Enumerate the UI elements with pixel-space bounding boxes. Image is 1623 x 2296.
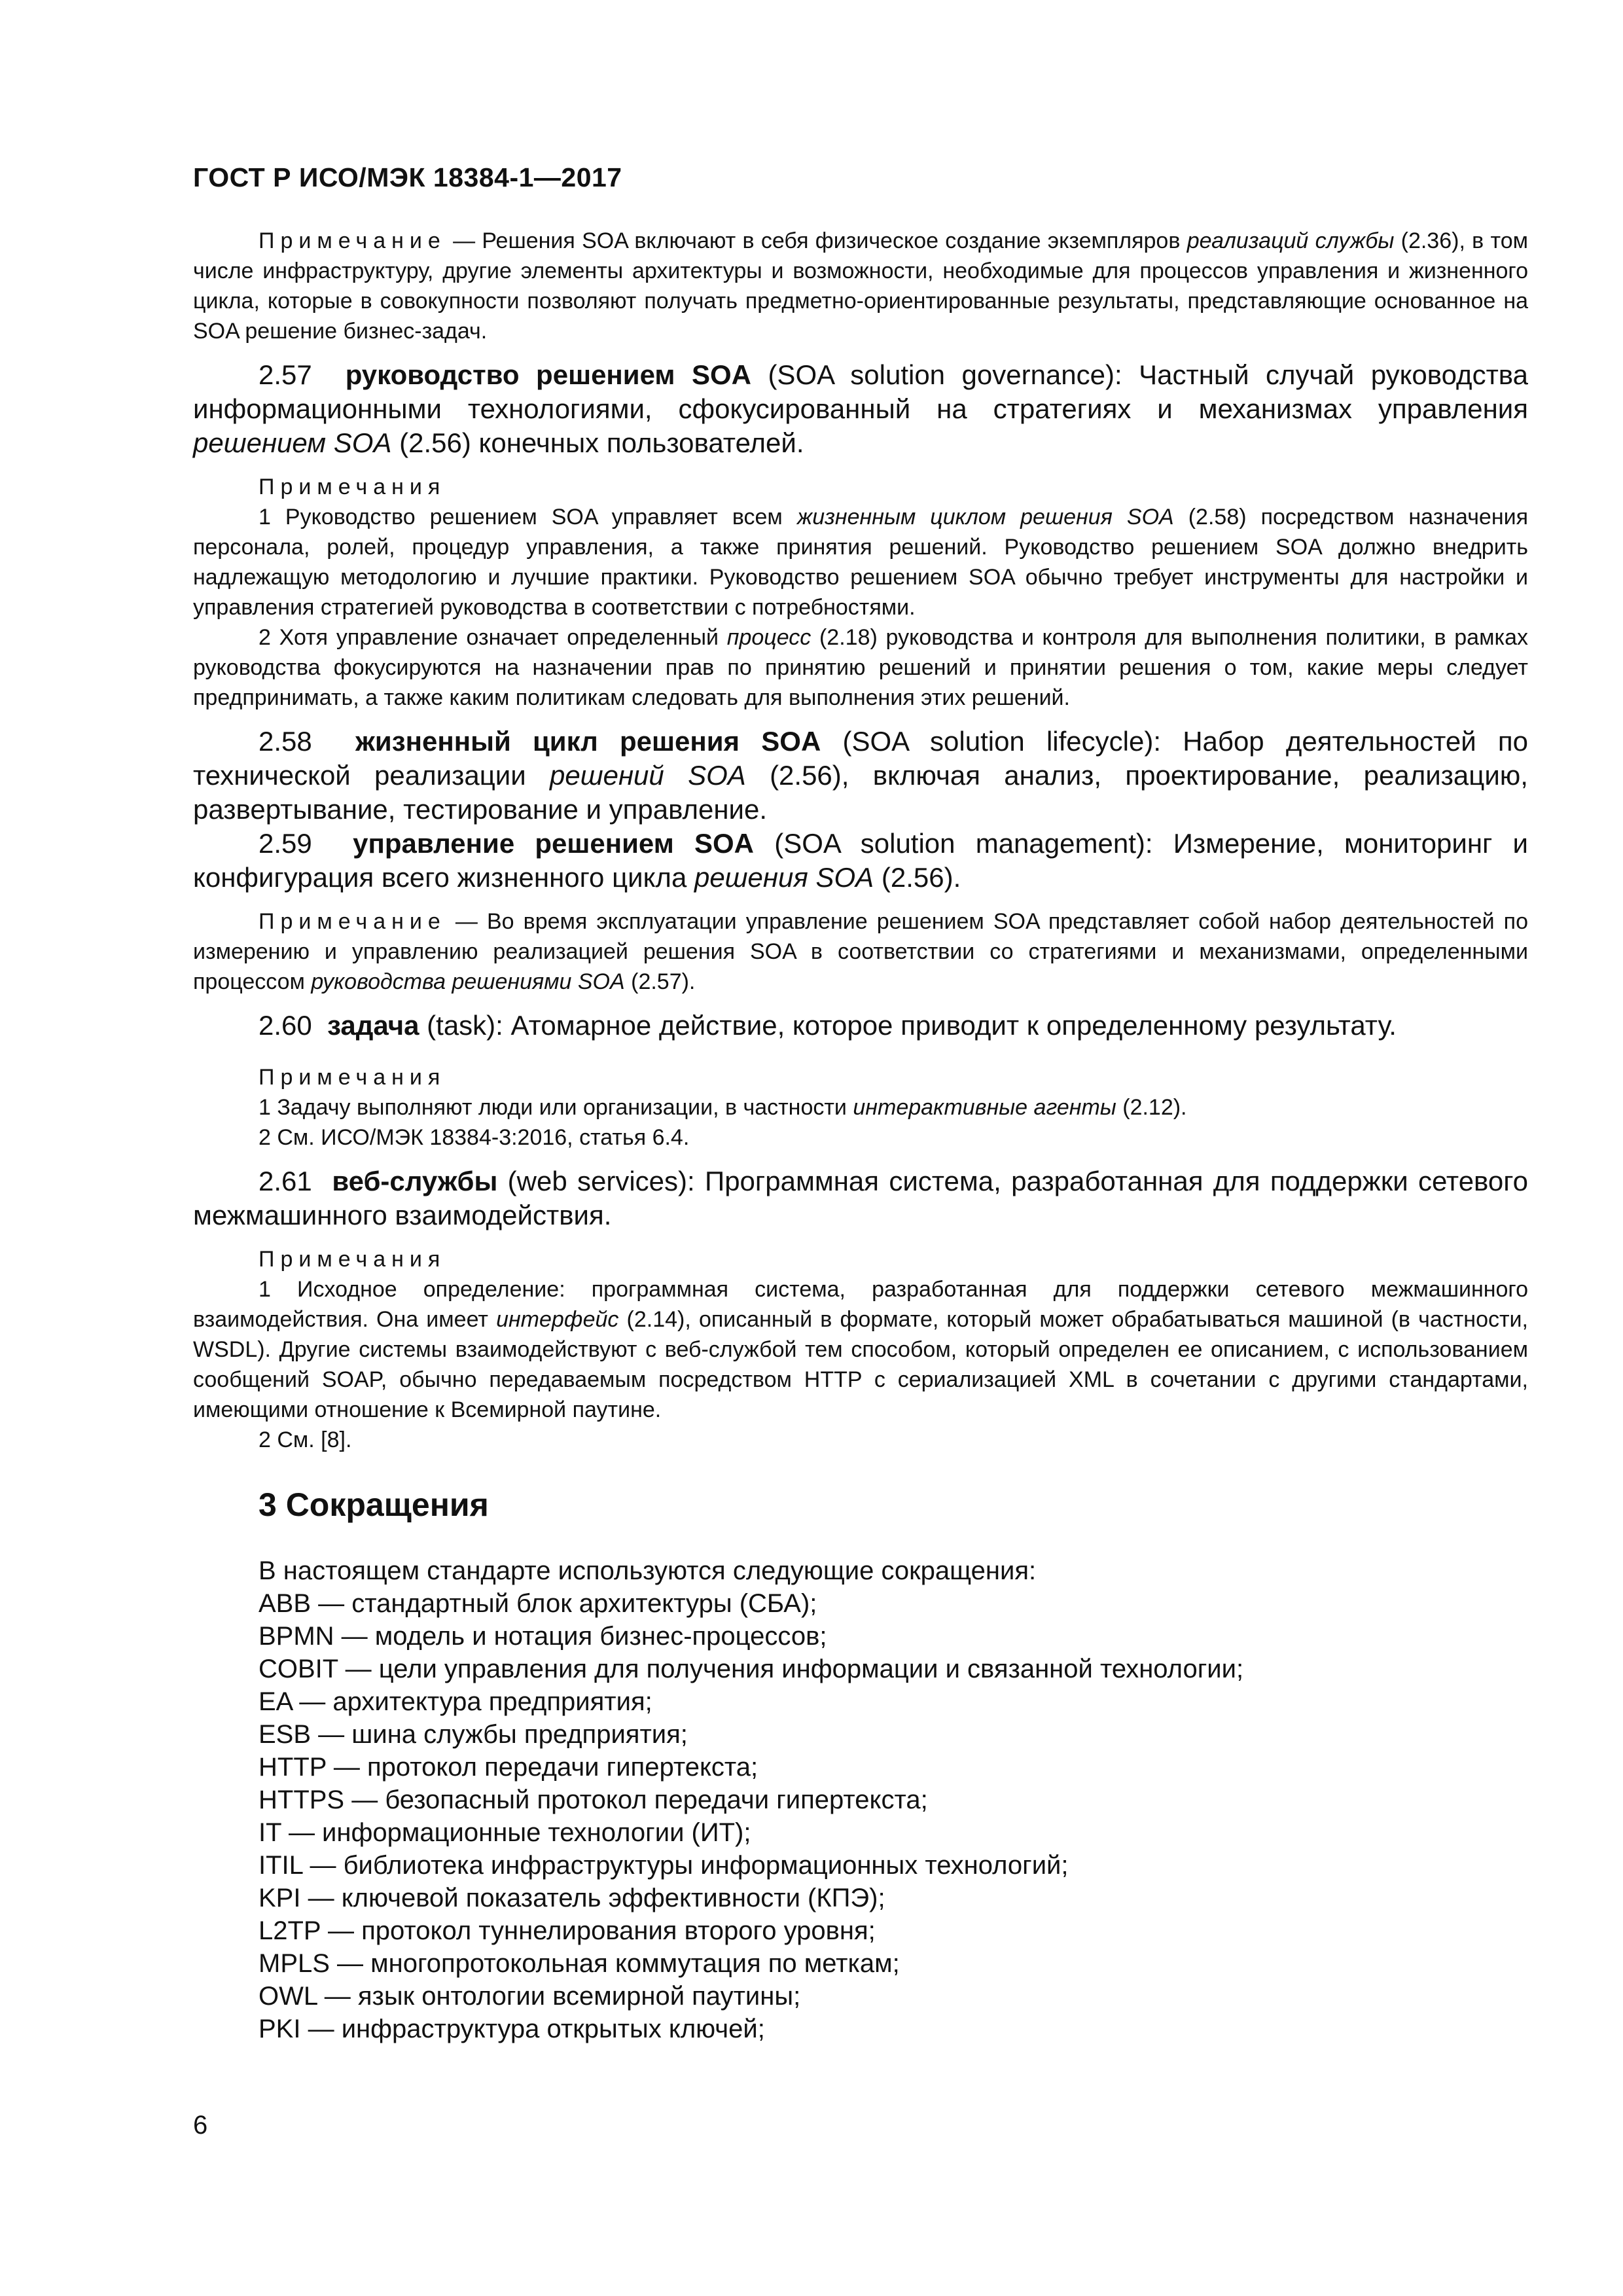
note-2-61-2: 2 См. [8]. [259, 1427, 352, 1452]
notes-heading: Примечания [259, 1247, 446, 1272]
list-item: IT — информационные технологии (ИТ); [259, 1818, 751, 1847]
term-2-59: 2.59 управление решением SOA (SOA solution management): Измерение, мониторинг и конфигурация всего жизненного цикла решения SOA (2.56). [193, 828, 1528, 893]
note-label: Примечание [259, 909, 446, 934]
list-item: EA — архитектура предприятия; [259, 1687, 652, 1716]
list-item: ITIL — библиотека инфраструктуры информационных технологий; [259, 1851, 1069, 1880]
list-item: HTTPS — безопасный протокол передачи гипертекста; [259, 1785, 928, 1814]
document-header: ГОСТ Р ИСО/МЭК 18384-1—2017 [193, 162, 622, 192]
list-item: KPI — ключевой показатель эффективности (КПЭ); [259, 1884, 885, 1912]
term-title: задача [327, 1010, 419, 1041]
abbreviations-list [259, 1587, 1528, 2045]
note-2-60-1: 1 Задачу выполняют люди или организации, в частности интерактивные агенты (2.12). [259, 1095, 1187, 1120]
note-2-57-1: 1 Руководство решением SOA управляет всем жизненным циклом решения SOA (2.58) посредством назначения персонала, ролей, процедур управления, а также принятия решений. Руководство решением SOA должно внедрить надлежащую методологию и лучшие практики. Руководство решением SOA обычно требует инструменты для настройки и управления стратегией руководства в соответствии с потребностями. [193, 505, 1528, 620]
term-title: жизненный цикл решения SOA [355, 726, 821, 757]
term-title: веб-службы [332, 1166, 498, 1196]
term-title: руководство решением SOA [345, 359, 751, 390]
list-item: ESB — шина службы предприятия; [259, 1720, 688, 1749]
term-2-58: 2.58 жизненный цикл решения SOA (SOA solution lifecycle): Набор деятельностей по технической реализации решений SOA (2.56), включая анализ, проектирование, реализацию, развертывание, тестирование и управление. [193, 726, 1529, 825]
list-item: PKI — инфраструктура открытых ключей; [259, 2015, 765, 2043]
list-item: BPMN — модель и нотация бизнес-процессов; [259, 1622, 827, 1651]
term-2-61: 2.61 веб-службы (web services): Программная система, разработанная для поддержки сетевого межмашинного взаимодействия. [193, 1166, 1529, 1230]
term-2-57: 2.57 руководство решением SOA (SOA solution governance): Частный случай руководства информационными технологиями, сфокусированный на стратегиях и механизмах управления решением SOA (2.56) конечных пользователей. [193, 359, 1528, 458]
list-item: COBIT — цели управления для получения информации и связанной технологии; [259, 1655, 1244, 1683]
list-item: OWL — язык онтологии всемирной паутины; [259, 1982, 801, 2011]
notes-heading: Примечания [259, 1065, 446, 1090]
page-content [193, 226, 1528, 2045]
notes-heading: Примечания [259, 475, 446, 499]
note-2-60-2: 2 См. ИСО/МЭК 18384-3:2016, статья 6.4. [259, 1125, 690, 1150]
list-item: MPLS — многопротокольная коммутация по меткам; [259, 1949, 900, 1978]
note-label: Примечание [259, 228, 446, 253]
note-2-59: Примечание — Во время эксплуатации управление решением SOA представляет собой набор деятельностей по измерению и управлению реализацией решения SOA в соответствии со стратегиями и механизмами, определенными процессом руководства решениями SOA (2.57). [193, 909, 1528, 994]
term-title: управление решением SOA [353, 828, 755, 859]
term-2-60: 2.60 задача (task): Атомарное действие, которое приводит к определенному результату. [259, 1010, 1397, 1041]
page-number: 6 [193, 2111, 208, 2140]
note-2-56: Примечание — Решения SOA включают в себя физическое создание экземпляров реализаций службы (2.36), в том числе инфраструктуру, другие элементы архитектуры и возможности, необходимые для процессов управления и жизненного цикла, которые в совокупности позволяют получать предметно-ориентированные результаты, представляющие основанное на SOA решение бизнес-задач. [193, 228, 1529, 344]
note-2-61-1: 1 Исходное определение: программная система, разработанная для поддержки сетевого межмашинного взаимодействия. Она имеет интерфейс (2.14), описанный в формате, который может обрабатываться машиной (в частности, WSDL). Другие системы взаимодействуют с веб-службой тем способом, который определен ее описанием, с использованием сообщений SOAP, обычно передаваемым посредством HTTP с сериализацией XML в сочетании с другими стандартами, имеющими отношение к Всемирной паутине. [193, 1277, 1528, 1422]
list-item: L2TP — протокол туннелирования второго уровня; [259, 1916, 876, 1945]
abbreviations-intro: В настоящем стандарте используются следующие сокращения: [259, 1556, 1037, 1585]
note-2-57-2: 2 Хотя управление означает определенный процесс (2.18) руководства и контроля для выполнения политики, в рамках руководства фокусируются на назначении прав по принятию решений и принятии решения о том, какие меры следует предпринимать, а также каким политикам следовать для выполнения этих решений. [193, 625, 1528, 710]
section-title: 3 Сокращения [259, 1486, 489, 1523]
list-item: HTTP — протокол передачи гипертекста; [259, 1753, 758, 1782]
list-item: ABB — стандартный блок архитектуры (СБА); [259, 1589, 817, 1618]
